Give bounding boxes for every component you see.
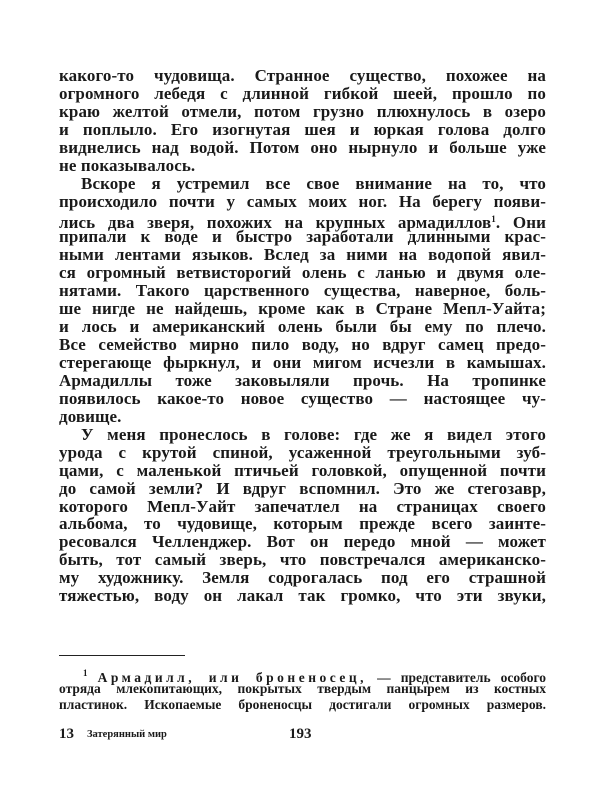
book-title: Затерянный мир — [87, 729, 167, 740]
text-line: нятами. Такого царственного существа, наверное, боль- — [59, 281, 546, 301]
text-line: припали к воде и быстро заработали длинными крас- — [59, 227, 546, 247]
text-line: урода с крутой спиной, усаженной треугольными зуб- — [59, 442, 546, 462]
footnote-line: отряда млекопитающих, покрытых твердым панцырем из костных — [59, 681, 546, 696]
text-line: ся огромный ветвисторогий олень с ланью и двумя оле- — [59, 263, 546, 283]
paragraph-start-line: Вскоре я устремил все свое внимание на то, что — [81, 173, 546, 193]
main-text — [59, 67, 546, 605]
footnote-text: — представитель особого — [377, 670, 547, 685]
footnote-divider — [59, 655, 185, 656]
text-line — [59, 211, 546, 232]
text-line: стерегающе фыркнул, и они мигом исчезли в камышах. — [59, 353, 546, 372]
text-line: появилось какое-то новое существо — настоящее чу- — [59, 388, 546, 408]
text-line: довище. — [59, 406, 122, 426]
footnote-term: Армадилл, или броненосец, — [97, 670, 368, 685]
text-segment: . Они — [495, 212, 546, 232]
footnote — [59, 665, 546, 713]
text-segment: лись два зверя, похожих на крупных армадиллов — [59, 212, 492, 232]
text-line: краю желтой отмели, потом грузно плюхнулось в озеро — [59, 101, 546, 121]
text-line: Все семейство мирно пило воду, но вдруг самец предо- — [59, 335, 546, 355]
printer-signature: 13 — [59, 726, 74, 742]
text-line: огромного лебедя с длинной гибкой шеей, прошло по — [59, 83, 546, 103]
text-line: тяжестью, воду он лакал так громко, что эти звуки, — [59, 586, 546, 606]
text-line: происходило почти у самых моих ног. На берегу появи- — [59, 191, 546, 211]
paragraph-start-line: У меня пронеслось в голове: где же я видел этого — [81, 424, 546, 444]
text-line: ресовался Челленджер. Вот он передо мной — может — [59, 532, 546, 552]
footnote-reference: 1 — [491, 213, 496, 224]
text-line: Армадиллы тоже заковыляли прочь. На тропинке — [59, 370, 546, 390]
text-line: какого-то чудовища. Странное существо, похожее на — [59, 66, 546, 85]
text-line: не показывалось. — [59, 155, 196, 175]
footnote-line — [59, 665, 547, 685]
page-number: 193 — [289, 726, 312, 742]
text-line: ными лентами языков. Вслед за ними на водопой явил- — [59, 245, 546, 265]
text-line: и лось и американский олень были бы ему по плечо. — [59, 317, 546, 337]
footnote-line: пластинок. Ископаемые броненосцы достигали огромных размеров. — [59, 697, 546, 712]
text-line: ше нигде не найдешь, кроме как в Стране Мепл-Уайта; — [59, 299, 546, 319]
text-line: му художнику. Земля содрогалась под его страшной — [59, 568, 546, 588]
footnote-marker: 1 — [83, 668, 88, 678]
text-line: которого Мепл-Уайт запечатлел на страницах своего — [59, 496, 546, 516]
text-line: альбома, то чудовище, которым прежде всего заинте- — [59, 514, 546, 534]
text-line: цами, с маленькой птичьей головкой, опущенной почти — [59, 460, 546, 480]
text-line: до самой земли? И вдруг вспомнил. Это же стегозавр, — [59, 478, 546, 498]
text-line: виднелись над водой. Потом оно нырнуло и больше уже — [59, 137, 546, 157]
text-line: и поплыло. Его изогнутая шея и юркая голова долго — [59, 119, 546, 139]
text-line: быть, тот самый зверь, что повстречался американско- — [59, 550, 546, 570]
